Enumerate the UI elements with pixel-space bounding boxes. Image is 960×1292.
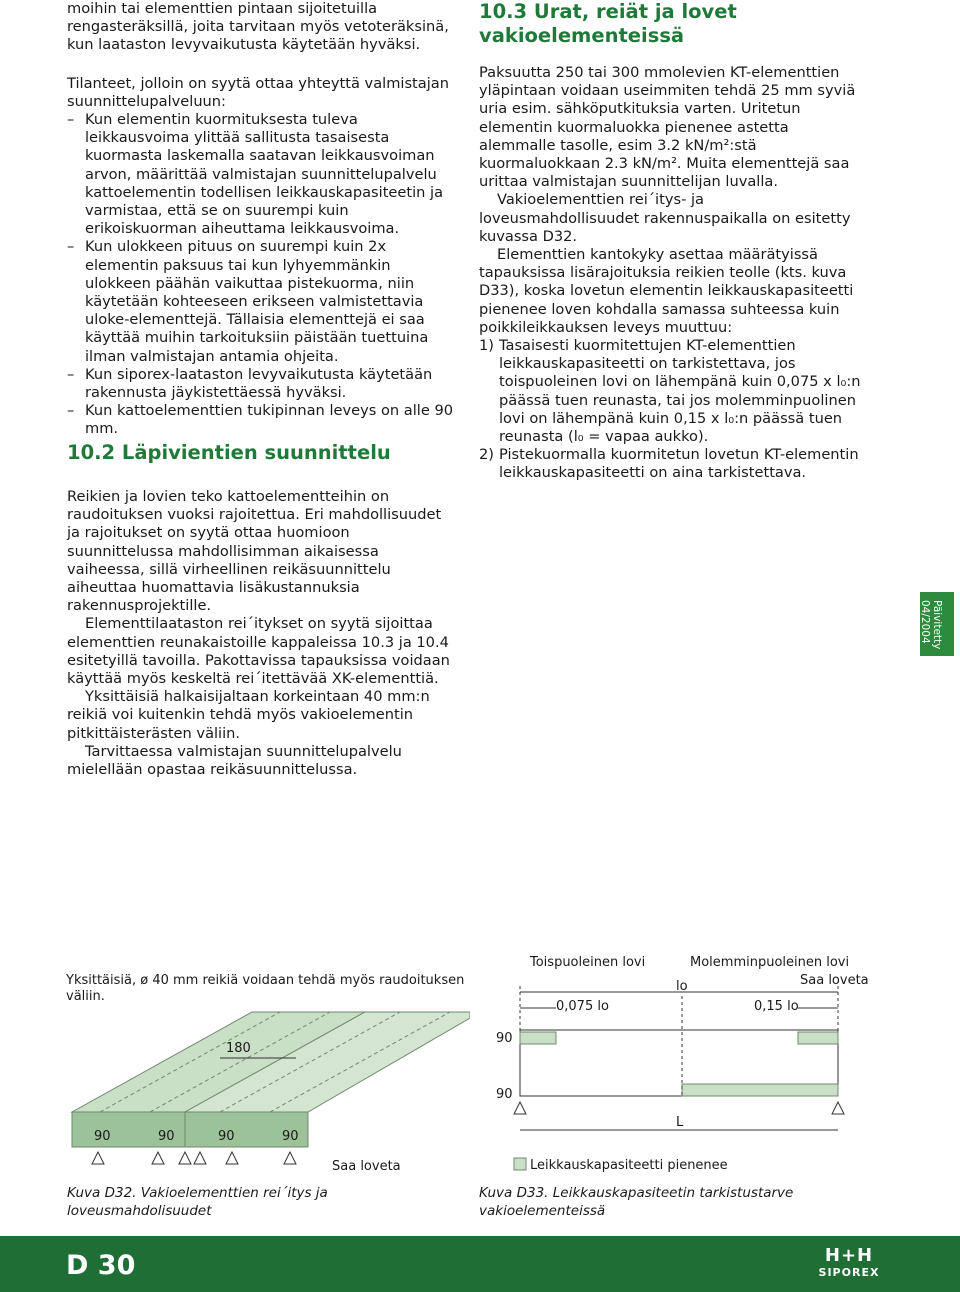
support-arrow — [179, 1152, 191, 1164]
support-arrow — [92, 1152, 104, 1164]
paragraph: Elementtien kantokyky asettaa määrätyissä tapauksissa lisärajoituksia reikien teolle (kts. kuva D33), koska lovetun elementin leikkauskapasiteetti pienenee loven kohdalla samassa suhteessa kuin poikkileikkauksen leveys muuttuu: — [479, 246, 854, 336]
list-item-text: Kun siporex-laataston levyvaikutusta käytetään rakennusta jäykistettäessä hyväksi. — [85, 365, 433, 402]
logo-wordmark: SIPOREX — [818, 1266, 880, 1279]
d33-legend-text: Leikkauskapasiteetti pienenee — [530, 1158, 728, 1173]
d32-dim-90: 90 — [218, 1129, 235, 1144]
d32-dim-90: 90 — [94, 1129, 111, 1144]
support-arrow — [832, 1102, 844, 1114]
figure-d32 — [60, 960, 470, 1185]
left-column — [67, 0, 455, 439]
paragraph: Tarvittaessa valmistajan suunnittelupalvelu mielellään opastaa reikäsuunnittelussa. — [67, 742, 402, 779]
section-10-2-body — [67, 488, 455, 779]
paragraph: Reikien ja lovien teko kattoelementteihin on raudoituksen vuoksi rajoitettua. Eri mahdollisuudet ja rajoitukset on syytä ottaa huomioon suunnittelussa mahdollisimman aikaisessa vaiheessa, sillä virheellinen reikäsuunnittelu aiheuttaa huomattavia lisäkustannuksia rakennusprojektille. — [67, 488, 442, 615]
logo-mark: H+H — [824, 1245, 874, 1266]
d33-dim-0075: 0,075 lo — [556, 999, 609, 1014]
support-arrow — [284, 1152, 296, 1164]
d32-dim-180: 180 — [226, 1041, 251, 1056]
section-10-2-title: 10.2 Läpivientien suunnittelu — [67, 441, 391, 464]
d33-dim-90-top: 90 — [496, 1031, 513, 1046]
support-arrow — [152, 1152, 164, 1164]
siporex-logo — [808, 1246, 890, 1284]
d33-label-two-sided: Molemminpuoleinen lovi — [690, 955, 850, 970]
updated-label: Päivitetty — [931, 600, 943, 650]
d32-note — [65, 973, 464, 1004]
numbered-item — [479, 337, 867, 446]
item-number: 1) — [479, 337, 494, 355]
list-item-text: Kun elementin kuormituksesta tuleva leikkausvoima ylittää sallitusta tasaisesta kuormasta laskemalla saatavan leikkausvoiman arvon, määrittää valmistajan suunnittelupalvelu kattoelementin todellisen leikkauskapasiteetin ja varmistaa, että se on suurempi kuin erikoiskuorman aiheuttama leikkausvoima. — [85, 111, 444, 238]
item-number: 2) — [479, 446, 494, 464]
d32-caption: Kuva D32. Vakioelementtien rei´itys ja loveusmahdolisuudet — [67, 1185, 328, 1219]
d33-dim-90-bottom: 90 — [496, 1087, 513, 1102]
dash-marker: – — [67, 238, 75, 256]
list-item — [67, 111, 455, 238]
intro-paragraph: moihin tai elementtien pintaan sijoitetuilla rengasteräksillä, joita tarvitaan myös vetoteräksinä, kun laataston levyvaikutusta käytetään hyväksi. — [67, 0, 449, 54]
d33-reduced-zone — [520, 1032, 556, 1044]
list-item — [67, 402, 455, 438]
d33-reduced-zone — [682, 1084, 838, 1096]
dash-marker: – — [67, 111, 75, 129]
item-text: Pistekuormalla kuormitetun lovetun KT-elementin leikkauskapasiteetti on aina tarkistettava. — [499, 446, 859, 482]
section-10-3-title: 10.3 Urat, reiät ja lovet vakioelementeissä — [479, 0, 737, 47]
figure-d33 — [478, 952, 878, 1182]
paragraph: Paksuutta 250 tai 300 mmolevien KT-elementtien yläpintaan voidaan useimmiten tehdä 25 mm syviä uria esim. sähköputkituksia varten. Uritetun elementin kuormaluokka pienenee astetta alemmalle tasolle, esim 3.2 kN/m²:stä kuormaluokkaan 2.3 kN/m². Muita elementtejä saa urittaa valmistajan suunnittelijan luvalla. — [479, 64, 856, 191]
situations-heading: Tilanteet, jolloin on syytä ottaa yhteyttä valmistajan suunnittelupalveluun: — [67, 74, 449, 110]
updated-tab — [920, 592, 954, 656]
d33-reduced-zone — [798, 1032, 838, 1044]
dash-marker: – — [67, 402, 75, 420]
numbered-item — [479, 446, 867, 482]
list-item — [67, 366, 455, 402]
list-item-text: Kun ulokkeen pituus on suurempi kuin 2x elementin paksuus tai kun lyhyemmänkin ulokkeen päähän vaikuttaa pistekuorma, niin käytetään kohteeseen erikseen valmistettavia uloke-elementtejä. Tällaisia elementtejä ei saa käyttää muihin tarkoituksiin päistään tuettuina ilman valmistajan antamia ohjeita. — [85, 238, 429, 365]
support-arrow — [194, 1152, 206, 1164]
d33-label-lo: lo — [676, 979, 688, 994]
footer-bar — [0, 1236, 960, 1292]
support-arrow — [226, 1152, 238, 1164]
d33-caption: Kuva D33. Leikkauskapasiteetin tarkistustarve vakioelementeissä — [479, 1185, 794, 1219]
d32-note-line1: Yksittäisiä, ø 40 mm reikiä voidaan tehdä myös raudoituksen — [66, 973, 465, 988]
d33-label-notch-ok: Saa loveta — [800, 973, 869, 988]
d32-note-line2: väliin. — [66, 989, 105, 1004]
legend-swatch — [514, 1158, 526, 1170]
d32-notch-label: Saa loveta — [332, 1159, 401, 1174]
dash-marker: – — [67, 365, 75, 383]
list-item — [67, 238, 455, 365]
d33-dim-015: 0,15 lo — [754, 999, 799, 1014]
right-column — [479, 64, 867, 483]
d32-dim-90: 90 — [158, 1129, 175, 1144]
updated-date: 04/2004 — [919, 600, 931, 644]
d32-dim-90: 90 — [282, 1129, 299, 1144]
paragraph: Vakioelementtien rei´itys- ja loveusmahdollisuudet rakennuspaikalla on esitetty kuvassa D32. — [479, 191, 851, 245]
list-item-text: Kun kattoelementtien tukipinnan leveys on alle 90 mm. — [85, 402, 454, 438]
d33-label-one-sided: Toispuoleinen lovi — [530, 955, 646, 970]
d33-label-L: L — [676, 1115, 684, 1130]
item-text: Tasaisesti kuormitettujen KT-elementtien leikkauskapasiteetti on tarkistettava, jos toispuoleinen lovi on lähempänä kuin 0,075 x l₀:n päässä tuen reunasta, tai jos molemminpuolinen lovi on lähempänä kuin 0,15 x l₀:n päässä tuen reunasta (l₀ = vapaa aukko). — [499, 337, 861, 446]
page-number: D 30 — [66, 1250, 136, 1281]
paragraph: Elementtilaataston rei´itykset on syytä sijoittaa elementtien reunakaistoille kappaleissa 10.3 ja 10.4 esitetyillä tavoilla. Pakottavissa tapauksissa voidaan käyttää myös keskeltä rei´itettävää XK-elementtiä. — [67, 615, 450, 688]
paragraph: Yksittäisiä halkaisijaltaan korkeintaan 40 mm:n reikiä voi kuitenkin tehdä myös vakioelementin pitkittäisterästen väliin. — [67, 688, 430, 742]
support-arrow — [514, 1102, 526, 1114]
